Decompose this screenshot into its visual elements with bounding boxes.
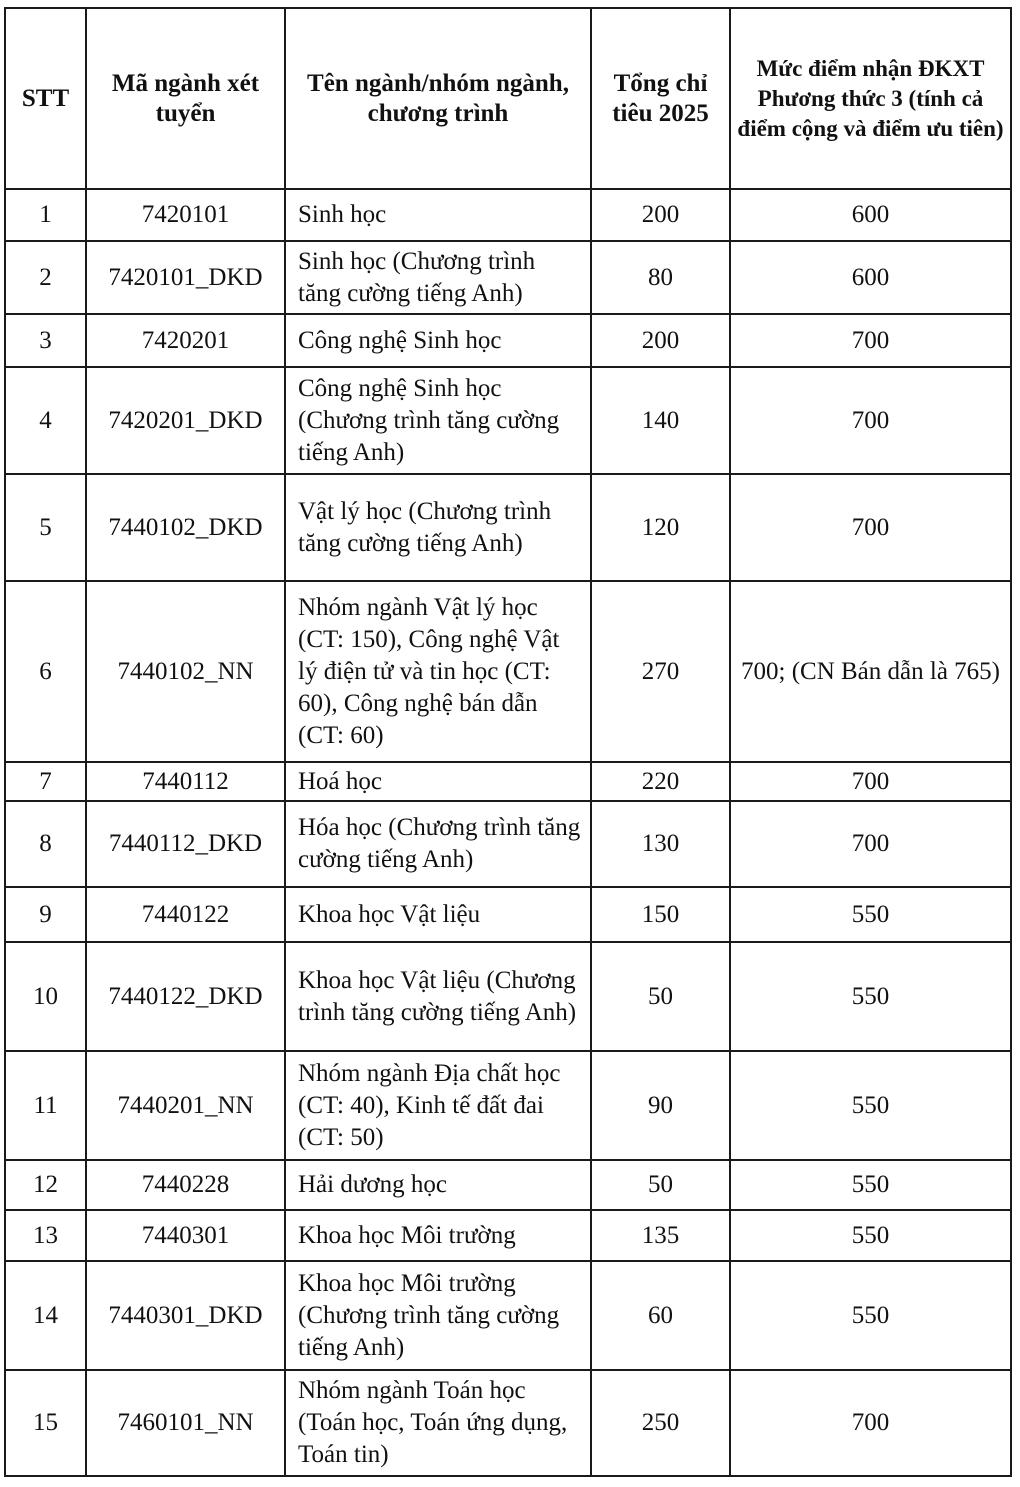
cell-stt: 3 [5, 314, 86, 367]
cell-name: Khoa học Môi trường (Chương trình tăng cường tiếng Anh) [285, 1261, 591, 1370]
table-row [5, 762, 1011, 801]
cell-score: 600 [730, 241, 1011, 314]
table-row [5, 189, 1011, 241]
cell-score: 700 [730, 474, 1011, 581]
table-row [5, 581, 1011, 762]
cell-score: 700 [730, 801, 1011, 887]
table-row [5, 241, 1011, 314]
cell-score: 550 [730, 1160, 1011, 1210]
cell-name: Vật lý học (Chương trình tăng cường tiếng Anh) [285, 474, 591, 581]
table-row [5, 1261, 1011, 1370]
table-row [5, 1051, 1011, 1160]
cell-score: 550 [730, 887, 1011, 942]
cell-quota: 140 [591, 367, 730, 474]
cell-quota: 150 [591, 887, 730, 942]
cell-name: Sinh học [285, 189, 591, 241]
cell-score: 550 [730, 1210, 1011, 1261]
cell-score: 550 [730, 1261, 1011, 1370]
cell-stt: 10 [5, 942, 86, 1051]
header-stt: STT [5, 8, 86, 189]
header-code: Mã ngành xét tuyển [86, 8, 285, 189]
cell-stt: 4 [5, 367, 86, 474]
cell-quota: 270 [591, 581, 730, 762]
cell-code: 7440102_DKD [86, 474, 285, 581]
table-row [5, 887, 1011, 942]
cell-stt: 5 [5, 474, 86, 581]
cell-code: 7460101_NN [86, 1370, 285, 1476]
admission-table [4, 7, 1012, 1477]
cell-quota: 50 [591, 1160, 730, 1210]
cell-stt: 11 [5, 1051, 86, 1160]
cell-code: 7440301_DKD [86, 1261, 285, 1370]
cell-quota: 130 [591, 801, 730, 887]
cell-name: Nhóm ngành Địa chất học (CT: 40), Kinh tế đất đai (CT: 50) [285, 1051, 591, 1160]
cell-stt: 7 [5, 762, 86, 801]
header-name: Tên ngành/nhóm ngành, chương trình [285, 8, 591, 189]
cell-code: 7420101 [86, 189, 285, 241]
cell-quota: 90 [591, 1051, 730, 1160]
header-score: Mức điểm nhận ĐKXT Phương thức 3 (tính cả điểm cộng và điểm ưu tiên) [730, 8, 1011, 189]
cell-name: Khoa học Môi trường [285, 1210, 591, 1261]
cell-stt: 9 [5, 887, 86, 942]
table-body [5, 189, 1011, 1476]
cell-score: 700 [730, 314, 1011, 367]
header-quota: Tổng chỉ tiêu 2025 [591, 8, 730, 189]
cell-stt: 2 [5, 241, 86, 314]
table-row [5, 1160, 1011, 1210]
cell-code: 7440112 [86, 762, 285, 801]
cell-code: 7440102_NN [86, 581, 285, 762]
cell-name: Sinh học (Chương trình tăng cường tiếng Anh) [285, 241, 591, 314]
table-row [5, 1370, 1011, 1476]
cell-stt: 1 [5, 189, 86, 241]
header-row [5, 8, 1011, 189]
table-row [5, 474, 1011, 581]
cell-code: 7440228 [86, 1160, 285, 1210]
cell-code: 7420201_DKD [86, 367, 285, 474]
table-row [5, 314, 1011, 367]
cell-name: Công nghệ Sinh học [285, 314, 591, 367]
cell-stt: 14 [5, 1261, 86, 1370]
cell-code: 7440301 [86, 1210, 285, 1261]
cell-quota: 135 [591, 1210, 730, 1261]
document-page [4, 7, 1012, 1477]
cell-name: Khoa học Vật liệu [285, 887, 591, 942]
cell-quota: 120 [591, 474, 730, 581]
cell-stt: 8 [5, 801, 86, 887]
cell-name: Hoá học [285, 762, 591, 801]
cell-quota: 200 [591, 314, 730, 367]
cell-quota: 60 [591, 1261, 730, 1370]
table-row [5, 801, 1011, 887]
cell-name: Khoa học Vật liệu (Chương trình tăng cường tiếng Anh) [285, 942, 591, 1051]
cell-score: 700 [730, 1370, 1011, 1476]
cell-score: 700 [730, 367, 1011, 474]
cell-stt: 12 [5, 1160, 86, 1210]
cell-score: 600 [730, 189, 1011, 241]
table-row [5, 1210, 1011, 1261]
table-row [5, 942, 1011, 1051]
cell-quota: 200 [591, 189, 730, 241]
cell-code: 7440201_NN [86, 1051, 285, 1160]
cell-name: Công nghệ Sinh học (Chương trình tăng cường tiếng Anh) [285, 367, 591, 474]
cell-code: 7440122 [86, 887, 285, 942]
cell-score: 550 [730, 942, 1011, 1051]
cell-score: 700; (CN Bán dẫn là 765) [730, 581, 1011, 762]
cell-stt: 6 [5, 581, 86, 762]
cell-name: Nhóm ngành Toán học (Toán học, Toán ứng dụng, Toán tin) [285, 1370, 591, 1476]
cell-stt: 13 [5, 1210, 86, 1261]
cell-score: 550 [730, 1051, 1011, 1160]
cell-stt: 15 [5, 1370, 86, 1476]
cell-quota: 220 [591, 762, 730, 801]
table-row [5, 367, 1011, 474]
cell-score: 700 [730, 762, 1011, 801]
cell-code: 7420201 [86, 314, 285, 367]
cell-name: Hóa học (Chương trình tăng cường tiếng Anh) [285, 801, 591, 887]
cell-quota: 50 [591, 942, 730, 1051]
cell-code: 7440122_DKD [86, 942, 285, 1051]
cell-code: 7420101_DKD [86, 241, 285, 314]
cell-quota: 80 [591, 241, 730, 314]
cell-quota: 250 [591, 1370, 730, 1476]
cell-code: 7440112_DKD [86, 801, 285, 887]
cell-name: Hải dương học [285, 1160, 591, 1210]
cell-name: Nhóm ngành Vật lý học (CT: 150), Công nghệ Vật lý điện tử và tin học (CT: 60), Công nghệ bán dẫn (CT: 60) [285, 581, 591, 762]
